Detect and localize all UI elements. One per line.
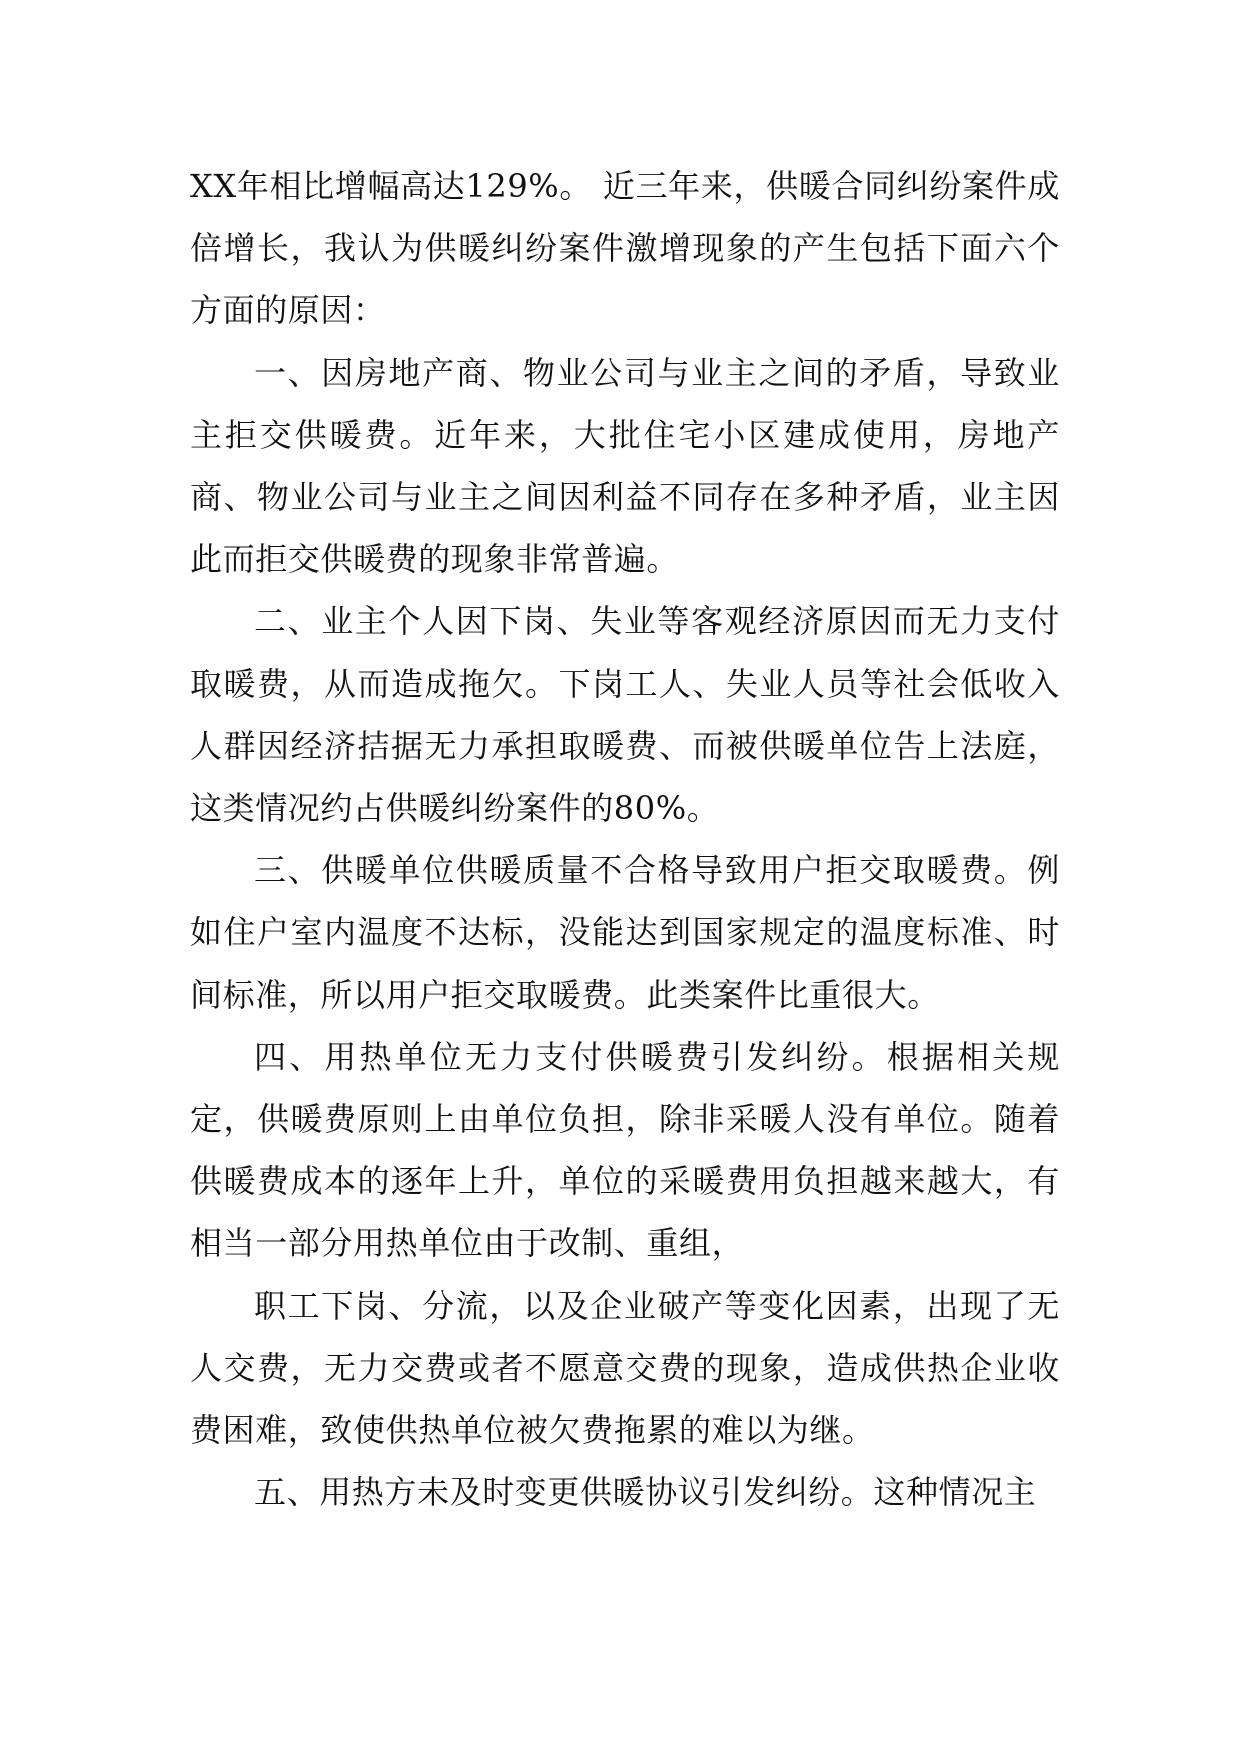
paragraph-reason-4-continued: 职工下岗、分流，以及企业破产等变化因素，出现了无人交费，无力交费或者不愿意交费的现象，造成供热企业收费困难，致使供热单位被欠费拖累的难以为继。 [190,1286,1060,1450]
paragraph-reason-5: 五、用热方未及时变更供暖协议引发纠纷。这种情况主 [254,1473,1037,1512]
paragraph-reason-2: 二、业主个人因下岗、失业等客观经济原因而无力支付取暖费，从而造成拖欠。下岗工人、失业人员等社会低收入人群因经济拮据无力承担取暖费、而被供暖单位告上法庭，这类情况约占供暖纠纷案件的80%。 [190,602,1060,828]
paragraph-reason-4: 四、用热单位无力支付供暖费引发纠纷。根据相关规定，供暖费原则上由单位负担，除非采暖人没有单位。随着供暖费成本的逐年上升，单位的采暖费用负担越来越大，有相当一部分用热单位由于改制、重组， [190,1037,1060,1263]
document-body [190,155,1060,1523]
paragraph-reason-3: 三、供暖单位供暖质量不合格导致用户拒交取暖费。例如住户室内温度不达标，没能达到国家规定的温度标准、时间标准，所以用户拒交取暖费。此类案件比重很大。 [190,851,1060,1014]
paragraph-reason-1: 一、因房地产商、物业公司与业主之间的矛盾，导致业主拒交供暖费。近年来，大批住宅小区建成使用，房地产商、物业公司与业主之间因利益不同存在多种矛盾，业主因此而拒交供暖费的现象非常普遍。 [190,353,1060,579]
paragraph-intro: XX年相比增幅高达129%。 近三年来，供暖合同纠纷案件成倍增长，我认为供暖纠纷案件激增现象的产生包括下面六个方面的原因： [190,167,1060,330]
